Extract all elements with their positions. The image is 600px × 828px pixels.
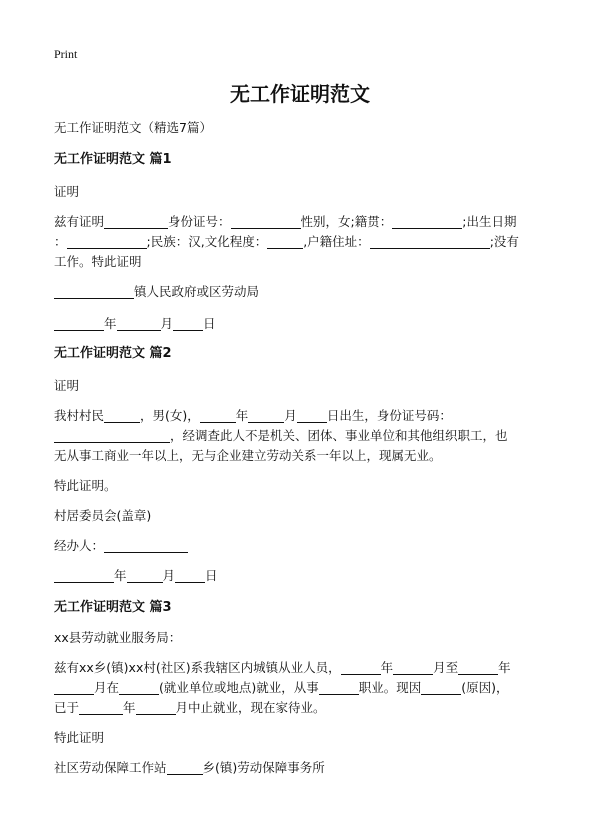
blank-villager: [104, 408, 140, 423]
text: 年: [104, 316, 117, 331]
text: 月: [160, 316, 174, 331]
blank-id-number: [54, 428, 170, 443]
text: (原因)，: [461, 680, 509, 695]
text: 月在: [94, 680, 120, 695]
section-3-heading: 无工作证明范文 篇3: [54, 600, 172, 615]
text: ，男(女)，: [140, 408, 200, 423]
blank-year: [79, 700, 123, 715]
blank-address: [370, 234, 490, 249]
blank-day: [173, 316, 203, 331]
blank-day: [297, 408, 327, 423]
section-2-paragraph-line-2: [54, 426, 544, 446]
text: 月至: [433, 660, 459, 675]
section-3-paragraph-line-3: [54, 698, 544, 718]
text: ;出生日期: [462, 214, 517, 229]
blank-month: [136, 700, 176, 715]
blank-day: [175, 568, 205, 583]
text: 月: [284, 408, 297, 423]
blank-occupation: [319, 680, 359, 695]
blank-education: [267, 234, 303, 249]
text: 月: [162, 568, 176, 583]
section-2-label: 证明: [54, 378, 80, 393]
section-2-committee: 村居委员会(盖章): [54, 508, 152, 523]
blank-birth-date: [67, 234, 147, 249]
text: ;民族：汉,文化程度：: [146, 234, 268, 249]
section-1-label: 证明: [54, 184, 80, 199]
section-2-heading: 无工作证明范文 篇2: [54, 346, 172, 361]
text: 年: [498, 660, 511, 675]
text: 日出生，身份证号码：: [326, 408, 452, 423]
section-1-paragraph-line-1: [54, 212, 544, 232]
blank-year: [200, 408, 236, 423]
blank-month: [248, 408, 284, 423]
blank-handler: [104, 538, 188, 553]
blank-month: [54, 680, 94, 695]
section-1-office-line: [54, 282, 544, 302]
blank-year: [54, 568, 114, 583]
section-3-addressee: xx县劳动就业服务局：: [54, 630, 182, 645]
blank-name: [104, 214, 168, 229]
blank-native-place: [392, 214, 462, 229]
blank-year: [458, 660, 498, 675]
page-title: 无工作证明范文: [230, 82, 370, 106]
text: ,户籍住址：: [303, 234, 370, 249]
section-2-handler-line: [54, 536, 544, 556]
text: 乡(镇)劳动保障事务所: [202, 760, 325, 775]
section-2-special: 特此证明。: [54, 478, 117, 493]
section-3-paragraph-line-2: [54, 678, 544, 698]
section-1-paragraph-line-2: [54, 232, 544, 252]
blank-township: [167, 760, 203, 775]
text: ，经调查此人不是机关、团体、事业单位和其他组织职工，也: [170, 428, 508, 443]
section-1-heading: 无工作证明范文 篇1: [54, 152, 172, 167]
text: 兹有xx乡(镇)xx村(社区)系我辖区内城镇从业人员，: [54, 660, 341, 675]
text: (就业单位或地点)就业，从事: [159, 680, 319, 695]
section-3-special: 特此证明: [54, 730, 105, 745]
section-2-paragraph-line-1: [54, 406, 544, 426]
section-2-paragraph-line-3: 无从事工商业一年以上，无与企业建立劳动关系一年以上，现属无业。: [54, 448, 442, 463]
blank-office: [54, 284, 134, 299]
blank-month: [117, 316, 161, 331]
section-3-station-line: [54, 758, 544, 778]
blank-month: [127, 568, 163, 583]
text: 月中止就业，现在家待业。: [175, 700, 326, 715]
text: 已于: [54, 700, 80, 715]
text: 年: [123, 700, 136, 715]
intro-line: 无工作证明范文（精选7篇）: [54, 120, 212, 135]
blank-id-number: [231, 214, 301, 229]
text: 年: [114, 568, 127, 583]
blank-year: [341, 660, 381, 675]
text: 身份证号：: [168, 214, 231, 229]
text: 日: [203, 316, 216, 331]
text: 经办人：: [54, 538, 105, 553]
print-label: Print: [54, 47, 78, 61]
text: 职业。现因: [358, 680, 422, 695]
text: 年: [380, 660, 394, 675]
section-1-date-line: [54, 314, 544, 334]
section-3-paragraph-line-1: [54, 658, 544, 678]
blank-year: [54, 316, 104, 331]
text: ：: [54, 234, 67, 249]
text: 日: [205, 568, 218, 583]
text: 兹有证明: [54, 214, 105, 229]
text: 性别，女;籍贯：: [300, 214, 393, 229]
text: 我村村民: [54, 408, 105, 423]
text: 镇人民政府或区劳动局: [134, 284, 260, 299]
text: ;没有: [489, 234, 519, 249]
text: 社区劳动保障工作站: [54, 760, 167, 775]
section-1-paragraph-line-3: 工作。特此证明: [54, 254, 142, 269]
section-2-date-line: [54, 566, 544, 586]
blank-employer: [119, 680, 159, 695]
blank-month: [393, 660, 433, 675]
text: 年: [235, 408, 249, 423]
blank-reason: [421, 680, 461, 695]
